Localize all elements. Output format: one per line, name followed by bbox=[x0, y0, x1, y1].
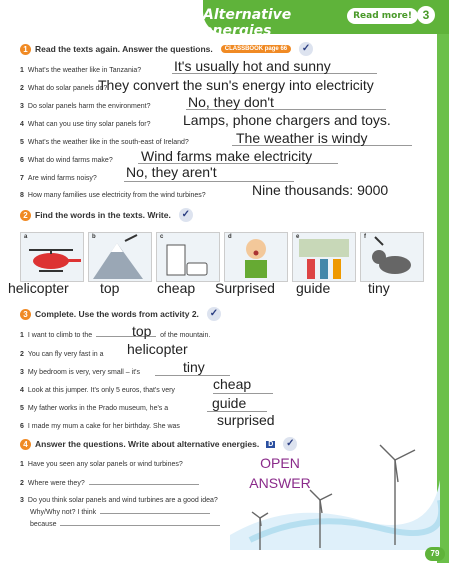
act3-sentence-5: 5 My father works in the Prado museum, he's a bbox=[20, 405, 169, 412]
header-tab bbox=[203, 0, 449, 39]
tour-guide-icon bbox=[293, 233, 355, 281]
word-answer-a[interactable]: helicopter bbox=[8, 280, 69, 296]
act1-question-7: 7 Are wind farms noisy? bbox=[20, 175, 97, 182]
activity-3-heading bbox=[20, 307, 221, 321]
act3-sentence-3: 3 My bedroom is very, very small – it's bbox=[20, 369, 140, 376]
price-tag-picture: c bbox=[156, 232, 220, 282]
helicopter-picture: a bbox=[20, 232, 84, 282]
mountain-icon bbox=[89, 233, 151, 281]
act4-why-line: Why/Why not? I think bbox=[30, 509, 210, 516]
activity-2-number: 2 bbox=[20, 210, 31, 221]
activity-1-heading bbox=[20, 42, 313, 56]
activity-2-heading bbox=[20, 208, 193, 222]
act1-answer-7[interactable]: No, they aren't bbox=[126, 164, 217, 180]
act4-question-2: 2 Where were they? bbox=[20, 480, 199, 487]
act3-sentence-6: 6 I made my mum a cake for her birthday. She was bbox=[20, 423, 180, 430]
tiny-cat-picture: f bbox=[360, 232, 424, 282]
act1-question-1: 1 What's the weather like in Tanzania? bbox=[20, 67, 142, 74]
activity-1-number: 1 bbox=[20, 44, 31, 55]
act3-answer-2[interactable]: helicopter bbox=[127, 341, 188, 357]
helicopter-icon bbox=[21, 233, 83, 281]
act1-answer-1[interactable]: It's usually hot and sunny bbox=[174, 58, 331, 74]
act1-answer-8[interactable]: Nine thousands: 9000 bbox=[252, 182, 389, 198]
classbook-badge: CLASSBOOK page 66 bbox=[221, 45, 291, 53]
act1-question-4: 4 What can you use tiny solar panels for? bbox=[20, 121, 151, 128]
activity-2-instruction: Find the words in the texts. Write. bbox=[35, 210, 171, 220]
word-answer-e[interactable]: guide bbox=[296, 280, 331, 296]
act1-question-6: 6 What do wind farms make? bbox=[20, 157, 113, 164]
act3-answer-5[interactable]: guide bbox=[212, 395, 247, 411]
cat-icon bbox=[361, 233, 423, 281]
word-answer-f[interactable]: tiny bbox=[368, 280, 390, 296]
act4-question-3: 3 Do you think solar panels and wind turbines are a good idea? bbox=[20, 497, 218, 504]
act4-question-1: 1 Have you seen any solar panels or wind turbines? bbox=[20, 461, 183, 468]
act3-answer-1[interactable]: top bbox=[132, 323, 152, 339]
unit-number: 3 bbox=[417, 6, 435, 24]
picture-row bbox=[20, 232, 420, 282]
activity-3-number: 3 bbox=[20, 309, 31, 320]
activity-4-instruction: Answer the questions. Write about alternative energies. bbox=[35, 439, 260, 449]
act1-answer-4[interactable]: Lamps, phone chargers and toys. bbox=[183, 112, 391, 128]
act1-answer-6[interactable]: Wind farms make electricity bbox=[141, 148, 313, 164]
act3-sentence-1: 1 I want to climb to the of the mountain. bbox=[20, 332, 211, 339]
check-icon: ✓ bbox=[207, 307, 221, 321]
act4-because-line: because bbox=[30, 521, 220, 528]
answer-line bbox=[213, 393, 273, 394]
word-answer-c[interactable]: cheap bbox=[157, 280, 196, 296]
page-number: 79 bbox=[425, 547, 445, 561]
check-icon: ✓ bbox=[179, 208, 193, 222]
open-answer-note: OPEN ANSWER bbox=[249, 455, 311, 491]
act1-question-8: 8 How many families use electricity from the wind turbines? bbox=[20, 192, 206, 199]
activity-4-number: 4 bbox=[20, 439, 31, 450]
act3-answer-3[interactable]: tiny bbox=[183, 359, 205, 375]
surprised-boy-icon bbox=[225, 233, 287, 281]
price-tag-icon bbox=[157, 233, 219, 281]
check-icon: ✓ bbox=[283, 437, 297, 451]
surprised-boy-picture: d bbox=[224, 232, 288, 282]
act1-answer-2[interactable]: They convert the sun's energy into electricity bbox=[98, 77, 374, 93]
act3-answer-6[interactable]: surprised bbox=[217, 412, 275, 428]
act1-question-2: 2 What do solar panels do? bbox=[20, 85, 108, 92]
word-answer-b[interactable]: top bbox=[100, 280, 120, 296]
act3-answer-4[interactable]: cheap bbox=[213, 376, 252, 392]
act1-answer-3[interactable]: No, they don't bbox=[188, 94, 274, 110]
d-badge: D bbox=[268, 440, 274, 448]
check-icon: ✓ bbox=[299, 42, 313, 56]
word-answer-d[interactable]: Surprised bbox=[215, 280, 275, 296]
activity-1-instruction: Read the texts again. Answer the questions. bbox=[35, 44, 213, 54]
act1-question-5: 5 What's the weather like in the south-east of Ireland? bbox=[20, 139, 189, 146]
act1-question-3: 3 Do solar panels harm the environment? bbox=[20, 103, 151, 110]
guide-picture: e bbox=[292, 232, 356, 282]
mountain-top-picture: b bbox=[88, 232, 152, 282]
act3-sentence-4: 4 Look at this jumper. It's only 5 euros, that's very bbox=[20, 387, 175, 394]
wind-turbines-illustration bbox=[230, 440, 440, 550]
read-more-badge: Read more! bbox=[347, 8, 418, 24]
page-title: Alternative energies bbox=[203, 7, 292, 39]
act1-answer-5[interactable]: The weather is windy bbox=[236, 130, 368, 146]
act3-sentence-2: 2 You can fly very fast in a bbox=[20, 351, 104, 358]
activity-3-instruction: Complete. Use the words from activity 2. bbox=[35, 309, 199, 319]
